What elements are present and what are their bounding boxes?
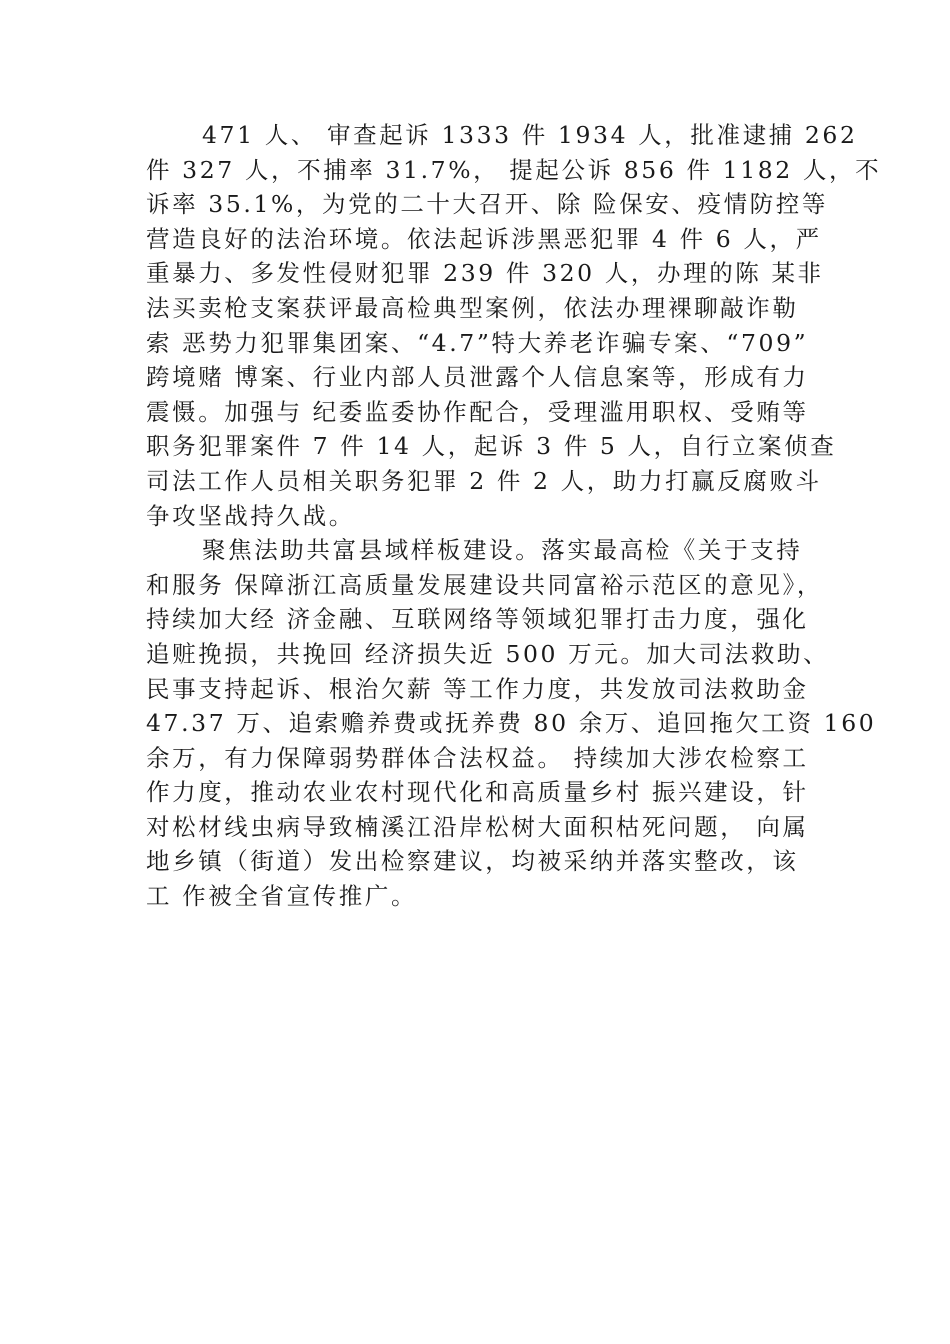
paragraph-line: 聚焦法助共富县域样板建设。落实最高检《关于支持	[202, 536, 803, 565]
paragraph-line: 持续加大经 济金融、互联网络等领域犯罪打击力度，强化	[146, 605, 809, 634]
paragraph-line: 职务犯罪案件 7 件 14 人，起诉 3 件 5 人，自行立案侦查	[146, 432, 837, 461]
paragraph-line: 工 作被全省宣传推广。	[146, 882, 418, 911]
body-text	[146, 118, 882, 914]
paragraph-line: 法买卖枪支案获评最高检典型案例，依法办理裸聊敲诈勒	[146, 293, 799, 322]
paragraph-line: 司法工作人员相关职务犯罪 2 件 2 人，助力打赢反腐败斗	[146, 466, 822, 495]
paragraph-line: 民事支持起诉、根治欠薪 等工作力度，共发放司法救助金	[146, 674, 809, 703]
paragraph-line: 追赃挽损，共挽回 经济损失近 500 万元。加大司法救助、	[146, 639, 830, 668]
paragraph-line: 索 恶势力犯罪集团案、“4.7”特大养老诈骗专案、“709”	[146, 328, 809, 357]
paragraph-line: 诉率 35.1%，为党的二十大召开、除 险保安、疫情防控等	[146, 190, 828, 219]
paragraph-line: 地乡镇（街道）发出检察建议，均被采纳并落实整改，该	[146, 847, 799, 876]
paragraph-line: 对松材线虫病导致楠溪江沿岸松树大面积枯死问题， 向属	[146, 812, 809, 841]
paragraph-line: 震慑。加强与 纪委监委协作配合，受理滥用职权、受贿等	[146, 397, 809, 426]
paragraph-line: 471 人、 审查起诉 1333 件 1934 人，批准逮捕 262	[202, 121, 858, 149]
paragraph-line: 争攻坚战持久战。	[146, 501, 355, 530]
paragraph-line: 和服务 保障浙江高质量发展建设共同富裕示范区的意见》，	[146, 570, 823, 599]
paragraph-line: 重暴力、多发性侵财犯罪 239 件 320 人，办理的陈 某非	[146, 259, 824, 288]
paragraph-line: 跨境赌 博案、行业内部人员泄露个人信息案等，形成有力	[146, 363, 809, 392]
paragraph-line: 件 327 人，不捕率 31.7%， 提起公诉 856 件 1182 人，不	[146, 155, 882, 184]
paragraph-line: 余万，有力保障弱势群体合法权益。 持续加大涉农检察工	[146, 743, 809, 772]
paragraph-line: 47.37 万、追索赡养费或抚养费 80 余万、追回拖欠工资 160	[146, 709, 877, 738]
paragraph-line: 营造良好的法治环境。依法起诉涉黑恶犯罪 4 件 6 人，严	[146, 224, 822, 253]
paragraph-1	[146, 118, 882, 533]
paragraph-2	[146, 533, 877, 914]
paragraph-line: 作力度，推动农业农村现代化和高质量乡村 振兴建设，针	[146, 778, 809, 807]
